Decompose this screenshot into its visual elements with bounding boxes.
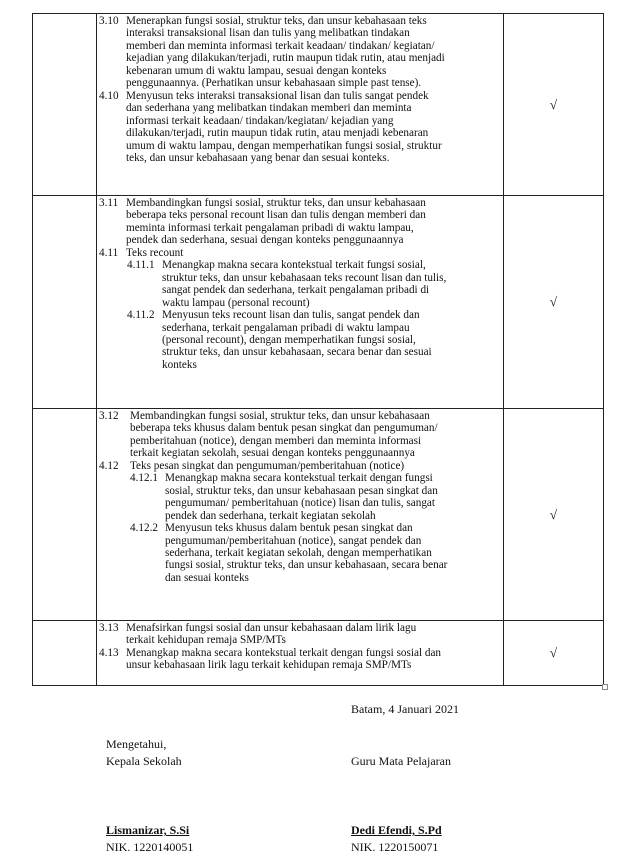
list-item xyxy=(99,309,500,371)
text-line: memberi dan meminta informasi terkait keadaan/ tindakan/ kegiatan/ xyxy=(126,39,435,52)
principal-title: Kepala Sekolah xyxy=(106,754,182,768)
item-text xyxy=(162,309,500,371)
text-line: pendek dan sederhana, terkait kegiatan sekolah xyxy=(165,509,376,522)
text-line: sederhana, terkait pengalaman pribadi di waktu lampau xyxy=(162,321,410,334)
text-line: terkait kehidupan remaja SMP/MTs xyxy=(126,634,286,647)
item-text xyxy=(126,90,500,165)
list-item xyxy=(99,259,500,309)
text-line: fungsi sosial, struktur teks, dan unsur kebahasaan, secara benar xyxy=(165,559,448,572)
list-item xyxy=(99,472,500,522)
item-number: 3.10 xyxy=(99,15,119,27)
text-line: Teks pesan singkat dan pengumuman/pemberitahuan (notice) xyxy=(130,459,405,472)
list-item xyxy=(99,15,500,90)
item-number: 4.12.1 xyxy=(130,472,158,485)
text-line: interaksi transaksional lisan dan tulis yang melibatkan tindakan xyxy=(126,27,410,40)
item-text xyxy=(165,522,500,584)
content-cell xyxy=(97,196,504,409)
check-mark: √ xyxy=(549,294,558,309)
text-line: dilakukan/terjadi, rutin maupun tidak rutin, atau menjadi kebenaran xyxy=(126,127,429,140)
item-number: 4.11 xyxy=(99,246,119,259)
text-line: Menangkap makna secara kontekstual terkait dengan fungsi sosial dan xyxy=(126,646,442,659)
text-line: Menangkap makna secara kontekstual terkait dengan fungsi xyxy=(165,472,433,485)
table-row xyxy=(33,196,604,409)
list-item xyxy=(99,90,500,165)
text-line: penggunaannya. (Perhatikan unsur kebahasaan simple past tense). xyxy=(126,77,422,90)
item-number: 4.10 xyxy=(99,89,119,102)
text-line: pengumuman/pemberitahuan (notice), sangat pendek dan xyxy=(165,534,422,547)
text-line: informasi terkait keadaan/ tindakan/kegiatan/ kejadian yang xyxy=(126,114,394,127)
text-line: pemberitahuan (notice), dengan memberi dan meminta informasi xyxy=(130,434,422,447)
text-line: umum di waktu lampau, dengan memperhatikan fungsi sosial, struktur xyxy=(126,139,442,152)
principal-name: Lismanizar, S.Si xyxy=(106,823,190,837)
text-line: Menangkap makna secara kontekstual terkait fungsi sosial, xyxy=(162,259,426,272)
text-line: Menyusun teks khusus dalam bentuk pesan singkat dan xyxy=(165,522,413,535)
item-text xyxy=(162,259,500,309)
text-line: sederhana, terkait kegiatan sekolah, dengan memperhatikan xyxy=(165,546,432,559)
empty-cell xyxy=(33,14,97,196)
text-line: kebenaran umum di waktu lampau, sesuai dengan konteks xyxy=(126,64,387,77)
empty-cell xyxy=(33,196,97,409)
check-cell xyxy=(504,196,604,409)
text-line: sosial, struktur teks, dan unsur kebahasaan pesan singkat dan xyxy=(165,484,438,497)
content-cell xyxy=(97,14,504,196)
text-line: struktur teks, dan unsur kebahasaan teks recount lisan dan tulis, xyxy=(162,271,447,284)
text-line: Menyusun teks recount lisan dan tulis, sangat pendek dan xyxy=(162,309,420,322)
text-line: Membandingkan fungsi sosial, struktur teks, dan unsur kebahasaan xyxy=(130,410,430,422)
text-line: (personal recount), dengan memperhatikan fungsi sosial, xyxy=(162,333,416,346)
list-item xyxy=(99,197,500,247)
text-line: Teks recount xyxy=(126,246,184,259)
text-line: teks, dan unsur kebahasaan yang benar dan sesuai konteks. xyxy=(126,151,390,164)
item-text xyxy=(130,410,500,460)
text-line: waktu lampau (personal recount) xyxy=(162,296,310,309)
table-row xyxy=(33,621,604,686)
text-line: sangat pendek dan sederhana, terkait pengalaman pribadi di xyxy=(162,284,430,297)
check-cell xyxy=(504,14,604,196)
item-text xyxy=(126,247,500,259)
teacher-name: Dedi Efendi, S.Pd xyxy=(351,823,442,837)
text-line: struktur teks, dan unsur kebahasaan, secara benar dan sesuai xyxy=(162,346,432,359)
text-line: pengumuman/ pemberitahuan (notice) lisan dan tulis, sangat xyxy=(165,497,435,510)
place-date: Batam, 4 Januari 2021 xyxy=(351,702,459,716)
text-line: terkait kegiatan sekolah, sesuai dengan konteks penggunaannya xyxy=(130,447,415,460)
item-text xyxy=(126,15,500,90)
list-item xyxy=(99,622,500,647)
check-cell xyxy=(504,621,604,686)
item-text xyxy=(126,647,500,672)
text-line: Menerapkan fungsi sosial, struktur teks, dan unsur kebahasaan teks xyxy=(126,15,427,27)
table-row xyxy=(33,14,604,196)
item-number: 3.12 xyxy=(99,410,119,422)
text-line: dan sesuai konteks xyxy=(165,571,249,584)
item-number: 4.11.2 xyxy=(127,309,155,322)
check-mark: √ xyxy=(549,96,558,112)
text-line: unsur kebahasaan lirik lagu terkait kehidupan remaja SMP/MTs xyxy=(126,659,412,672)
item-number: 4.12 xyxy=(99,459,119,472)
item-number: 4.12.2 xyxy=(130,522,158,535)
list-item xyxy=(99,410,500,460)
teacher-title: Guru Mata Pelajaran xyxy=(351,754,451,768)
acknowledged-label: Mengetahui, xyxy=(106,737,167,751)
empty-cell xyxy=(33,409,97,621)
item-text xyxy=(126,622,500,647)
table-row xyxy=(33,409,604,621)
list-item xyxy=(99,522,500,584)
list-item xyxy=(99,247,500,259)
text-line: konteks xyxy=(162,358,197,371)
text-line: Menafsirkan fungsi sosial dan unsur kebahasaan dalam lirik lagu xyxy=(126,622,417,634)
text-line: Membandingkan fungsi sosial, struktur teks, dan unsur kebahasaan xyxy=(126,197,426,209)
item-number: 3.11 xyxy=(99,197,119,209)
item-number: 4.11.1 xyxy=(127,259,155,272)
content-cell xyxy=(97,409,504,621)
competency-table xyxy=(32,13,604,686)
text-line: kejadian yang dilakukan/terjadi, rutin maupun tidak rutin, atau menjadi xyxy=(126,52,445,65)
content-cell xyxy=(97,621,504,686)
list-item xyxy=(99,647,500,672)
check-mark: √ xyxy=(549,645,558,660)
table-resize-handle[interactable] xyxy=(602,684,608,690)
item-text xyxy=(126,197,500,247)
empty-cell xyxy=(33,621,97,686)
item-number: 3.13 xyxy=(99,622,119,634)
list-item xyxy=(99,460,500,472)
text-line: beberapa teks khusus dalam bentuk pesan singkat dan pengumuman/ xyxy=(130,422,438,435)
text-line: pendek dan sederhana, sesuai dengan konteks penggunaannya xyxy=(126,234,404,247)
check-mark: √ xyxy=(549,506,558,522)
text-line: Menyusun teks interaksi transaksional lisan dan tulis sangat pendek xyxy=(126,89,429,102)
principal-nik: NIK. 1220140051 xyxy=(106,840,194,854)
teacher-nik: NIK. 1220150071 xyxy=(351,840,439,854)
text-line: dan sederhana yang melibatkan tindakan memberi dan meminta xyxy=(126,102,412,115)
item-text xyxy=(130,460,500,472)
item-text xyxy=(165,472,500,522)
item-number: 4.13 xyxy=(99,646,119,659)
check-cell xyxy=(504,409,604,621)
text-line: meminta informasi terkait pengalaman pribadi di waktu lampau, xyxy=(126,221,414,234)
text-line: beberapa teks personal recount lisan dan tulis dengan memberi dan xyxy=(126,209,426,222)
